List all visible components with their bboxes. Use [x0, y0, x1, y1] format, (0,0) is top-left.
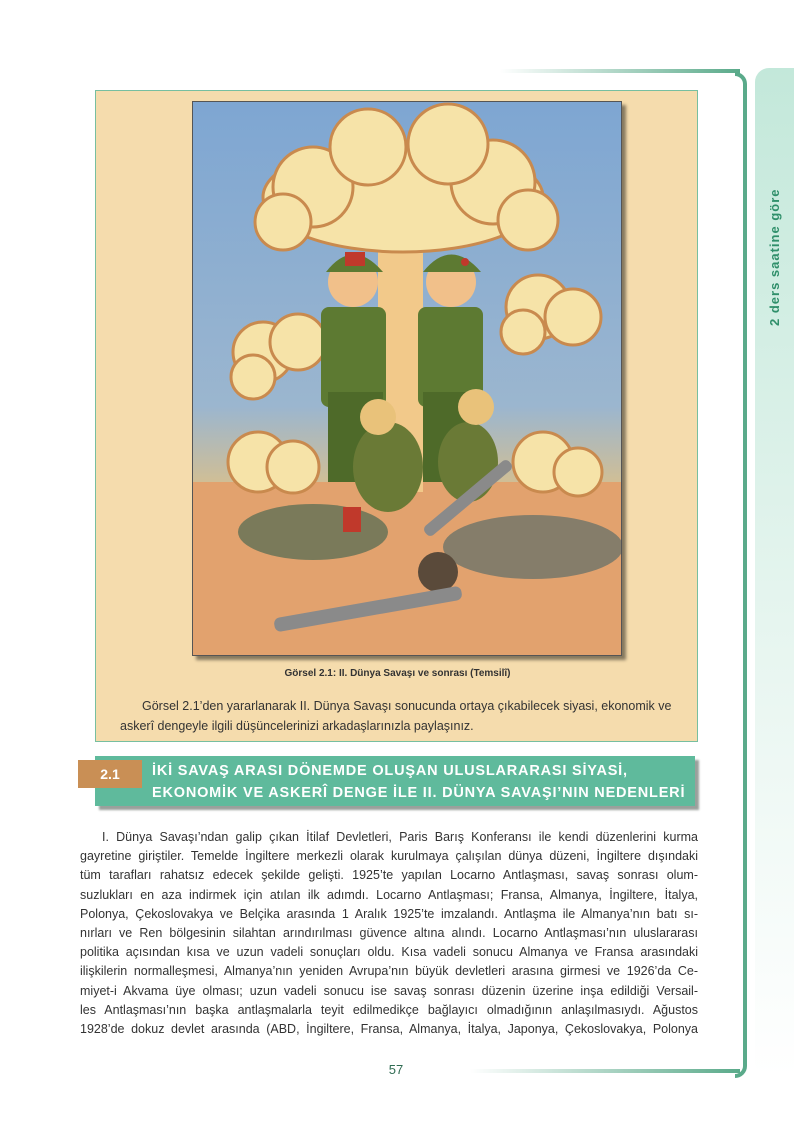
activity-question: Görsel 2.1’den yararlanarak II. Dünya Savaşı sonucunda ortaya çıkabilecek siyasi, ekonomik ve askerî dengeyle ilgili düşüncelerinizi arkadaşlarınızla paylaşınız. — [120, 699, 672, 733]
body-line: gayretine giriştiler. Temelde İngiltere merkezli olarak kurulmaya çalışılan dünya düzeni, İngiltere dışındaki — [80, 849, 698, 864]
section-title-line: İKİ SAVAŞ ARASI DÖNEMDE OLUŞAN ULUSLARARASI SİYASİ, — [152, 763, 628, 779]
lesson-hours-label: 2 ders saatine göre — [767, 188, 782, 326]
body-line: nırları ve Ren bölgesinin silahtan arındırılması güvence altına alındı. Locarno Antlaşması’nın uluslararası — [80, 926, 698, 941]
frame-top-line — [500, 69, 740, 73]
section-number: 2.1 — [78, 760, 142, 788]
body-line: I. Dünya Savaşı’ndan galip çıkan İtilaf Devletleri, Paris Barış Konferansı ile kendi düzenlerini kurma — [102, 830, 698, 844]
section-title — [152, 760, 712, 804]
section-title-line: EKONOMİK VE ASKERÎ DENGE İLE II. DÜNYA SAVAŞI’NIN NEDENLERİ — [152, 785, 686, 801]
body-line: 1928’de dokuz devlet arasında (ABD, İngiltere, Fransa, Almanya, İtalya, Japonya, Çekoslovakya, Polonya — [80, 1022, 698, 1037]
activity-box — [95, 90, 698, 742]
body-line: les Antlaşması’nın başka antlaşmalarla teyit edilmedikçe bağlayıcı olmadığının anlaşılmasıydı. Ağustos — [80, 1002, 698, 1017]
side-tab — [755, 68, 794, 1076]
body-line: tüm tarafları rahatsız edecek şekilde gelişti. 1925’te yapılan Locarno Antlaşması, savaş sonrası olum- — [80, 868, 698, 883]
body-line: ilişkilerin normalleşmesi, Almanya’nın yeniden Avrupa’nın büyük devletleri arasına girmesi ve 1926’da Ce- — [80, 964, 698, 979]
body-line: Polonya, Çekoslovakya ve Belçika arasında 1 Aralık 1925’te imzalandı. Antlaşma ile Almanya’nın batı sı- — [80, 906, 698, 921]
body-line: suzlukları en aza indirmek için atılan ilk adımdı. Locarno Antlaşması; Fransa, Almanya, İngiltere, İtalya, — [80, 887, 698, 902]
page-number: 57 — [388, 1062, 404, 1077]
frame-bottom-line — [470, 1069, 740, 1073]
body-line: politika açısından kısa ve uzun vadeli sonuçları oldu. Kısa vadeli sonucu Almanya ve Fransa arasındaki — [80, 945, 698, 960]
war-illustration — [192, 101, 622, 656]
figure-caption: Görsel 2.1: II. Dünya Savaşı ve sonrası (Temsilî) — [284, 668, 511, 679]
body-paragraph — [80, 828, 698, 1039]
page-frame — [735, 72, 747, 1078]
body-line: miyet-i Akvama üye olması; uzun vadeli sonucu ise savaş sonrası düzenin üzerine inşa edildiği Versail- — [80, 983, 698, 998]
